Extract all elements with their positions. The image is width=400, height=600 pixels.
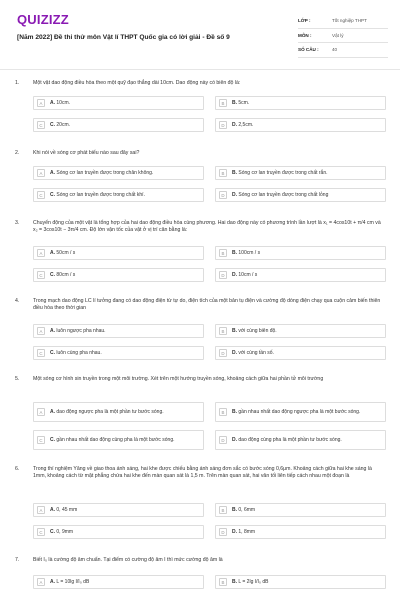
option-text: L = 2lg I/I₀ dB xyxy=(238,578,269,585)
option-text: 20cm. xyxy=(56,121,71,128)
option-letter: D xyxy=(219,436,227,444)
option-letter: C xyxy=(37,528,45,536)
option-letter: A xyxy=(37,99,45,107)
option-b[interactable] xyxy=(215,166,386,180)
option-c[interactable] xyxy=(33,430,204,450)
option-text: 1, 8mm xyxy=(238,528,256,535)
question-number: 1. xyxy=(15,80,20,86)
option-text: luôn ngược pha nhau. xyxy=(56,327,106,334)
option-letter: A xyxy=(37,506,45,514)
question-number: 7. xyxy=(15,557,20,563)
option-letter: A xyxy=(37,169,45,177)
meta-row-subject xyxy=(298,29,388,44)
option-text: dao động ngược pha là một phần tư bước sóng. xyxy=(56,408,164,415)
meta-row-count xyxy=(298,43,388,58)
option-label: C. xyxy=(50,191,55,198)
option-a[interactable] xyxy=(33,96,204,110)
question-text: Trong thí nghiệm Yâng về giao thoa ánh sáng, hai khe được chiếu bằng ánh sáng đơn sắc có bước sóng 0,6μm. Khoảng cách giữa hai khe sáng là 1mm, khoảng cách từ mặt phẳng chứa hai khe đến màn quan sát là 1,5 m. Trên màn quan sát, hai vân tối liên tiếp cách nhau một đoạn là xyxy=(33,466,372,480)
option-text: L = 10lg I/I₀ dB xyxy=(56,578,90,585)
option-letter: D xyxy=(219,528,227,536)
option-letter: A xyxy=(37,327,45,335)
option-text: Sóng cơ lan truyền được trong chất khí. xyxy=(56,191,145,198)
option-d[interactable] xyxy=(215,346,386,360)
meta-row-class xyxy=(298,14,388,29)
option-text: với cùng tần số. xyxy=(238,349,274,356)
option-text: 2,5cm. xyxy=(238,121,254,128)
option-d[interactable] xyxy=(215,188,386,202)
option-label: B. xyxy=(232,169,237,176)
question-text: Một vật dao động điều hòa theo một quỹ đạo thẳng dài 10cm. Dao động này có biên độ là: xyxy=(33,80,241,86)
option-letter: D xyxy=(219,191,227,199)
question-text: Trong mạch dao động LC lí tưởng đang có dao động điện từ tự do, điện tích của một bản tụ điện và cường độ dòng điện chạy qua cuộn cảm biến thiên điều hòa theo thời gian xyxy=(33,298,381,312)
option-label: B. xyxy=(232,327,237,334)
question-text: Khi nói về sóng cơ phát biểu nào sau đây sai? xyxy=(33,150,140,156)
option-label: C. xyxy=(50,349,55,356)
option-a[interactable] xyxy=(33,324,204,338)
worksheet-header xyxy=(0,0,400,68)
option-label: D. xyxy=(232,121,237,128)
option-d[interactable] xyxy=(215,525,386,539)
option-letter: B xyxy=(219,408,227,416)
question-text: Chuyển động của một vật là tổng hợp của hai dao động điều hòa cùng phương. Hai dao động này có phương trình lần lượt là x₁ = 4cos10t + π/4 cm và x₂ = 3cos10t − 3π/4 cm. Độ lớn vận tốc của vật ở vị trí cân bằng là: xyxy=(33,220,381,234)
option-letter: C xyxy=(37,121,45,129)
question-text: Biết I₀ là cường độ âm chuẩn. Tại điểm có cường độ âm I thì mức cường độ âm là xyxy=(33,557,223,563)
option-a[interactable] xyxy=(33,402,204,422)
option-letter: B xyxy=(219,99,227,107)
question-number: 3. xyxy=(15,220,20,226)
question-text: Một sóng cơ hình sin truyền trong một môi trường. Xét trên một hướng truyền sóng, khoảng cách giữa hai phần tử môi trường xyxy=(33,376,324,382)
option-letter: B xyxy=(219,249,227,257)
option-b[interactable] xyxy=(215,96,386,110)
option-d[interactable] xyxy=(215,118,386,132)
option-letter: C xyxy=(37,271,45,279)
option-label: D. xyxy=(232,271,237,278)
option-letter: A xyxy=(37,249,45,257)
option-letter: B xyxy=(219,327,227,335)
option-text: Sóng cơ lan truyền được trong chất rắn. xyxy=(238,169,328,176)
option-label: A. xyxy=(50,506,55,513)
option-letter: C xyxy=(37,349,45,357)
question-number: 5. xyxy=(15,376,20,382)
option-b[interactable] xyxy=(215,503,386,517)
option-a[interactable] xyxy=(33,246,204,260)
option-label: B. xyxy=(232,249,237,256)
option-d[interactable] xyxy=(215,430,386,450)
option-c[interactable] xyxy=(33,268,204,282)
option-letter: D xyxy=(219,271,227,279)
option-letter: B xyxy=(219,578,227,586)
option-label: A. xyxy=(50,327,55,334)
option-text: 0, 6mm xyxy=(238,506,256,513)
question-number: 2. xyxy=(15,150,20,156)
option-text: 50cm / s xyxy=(56,249,76,256)
option-b[interactable] xyxy=(215,402,386,422)
option-text: Sóng cơ lan truyền được trong chân không. xyxy=(56,169,154,176)
option-label: B. xyxy=(232,408,237,415)
quizizz-logo: QUIZIZZ xyxy=(17,12,69,27)
option-letter: A xyxy=(37,578,45,586)
option-label: C. xyxy=(50,121,55,128)
option-text: gần nhau nhất dao động ngược pha là một bước sóng. xyxy=(238,408,361,415)
option-letter: D xyxy=(219,121,227,129)
option-letter: A xyxy=(37,408,45,416)
option-label: C. xyxy=(50,436,55,443)
option-label: A. xyxy=(50,169,55,176)
option-label: B. xyxy=(232,506,237,513)
option-text: 100cm / s xyxy=(238,249,261,256)
option-label: B. xyxy=(232,578,237,585)
option-letter: D xyxy=(219,349,227,357)
option-text: dao động cùng pha là một phần tư bước sóng. xyxy=(238,436,342,443)
meta-key: MÔN : xyxy=(298,32,312,38)
option-text: Sóng cơ lan truyền được trong chất lỏng xyxy=(238,191,329,198)
option-label: A. xyxy=(50,408,55,415)
option-text: với cùng biên độ. xyxy=(238,327,277,334)
meta-key: LỚP : xyxy=(298,18,311,24)
question-number: 4. xyxy=(15,298,20,304)
option-a[interactable] xyxy=(33,166,204,180)
option-label: A. xyxy=(50,249,55,256)
option-letter: B xyxy=(219,506,227,514)
header-divider xyxy=(0,69,400,70)
option-label: D. xyxy=(232,436,237,443)
option-a[interactable] xyxy=(33,503,204,517)
meta-value: 40 xyxy=(332,47,338,53)
option-text: 10cm / s xyxy=(238,271,258,278)
option-c[interactable] xyxy=(33,188,204,202)
option-text: 10cm. xyxy=(56,99,71,106)
option-letter: C xyxy=(37,436,45,444)
option-d[interactable] xyxy=(215,268,386,282)
option-text: gần nhau nhất dao động cùng pha là một bước sóng. xyxy=(56,436,175,443)
page-title: [Năm 2022] Đề thi thử môn Vật lí THPT Quốc gia có lời giải - Đề số 9 xyxy=(17,34,230,41)
option-c[interactable] xyxy=(33,525,204,539)
option-label: A. xyxy=(50,99,55,106)
option-b[interactable] xyxy=(215,575,386,589)
option-text: 5cm. xyxy=(238,99,250,106)
option-label: D. xyxy=(232,191,237,198)
meta-table xyxy=(298,14,388,58)
option-label: C. xyxy=(50,271,55,278)
option-b[interactable] xyxy=(215,324,386,338)
option-text: 80cm / s xyxy=(56,271,76,278)
option-c[interactable] xyxy=(33,346,204,360)
option-b[interactable] xyxy=(215,246,386,260)
option-label: C. xyxy=(50,528,55,535)
option-c[interactable] xyxy=(33,118,204,132)
option-text: 0, 9mm xyxy=(56,528,74,535)
meta-value: Tốt nghiệp THPT xyxy=(332,18,367,24)
meta-value: Vật lý xyxy=(332,32,344,38)
option-text: 0, 45 mm xyxy=(56,506,78,513)
option-label: D. xyxy=(232,528,237,535)
option-letter: C xyxy=(37,191,45,199)
option-label: B. xyxy=(232,99,237,106)
option-label: A. xyxy=(50,578,55,585)
option-label: D. xyxy=(232,349,237,356)
question-number: 6. xyxy=(15,466,20,472)
option-a[interactable] xyxy=(33,575,204,589)
option-letter: B xyxy=(219,169,227,177)
meta-key: SỐ CÂU : xyxy=(298,47,319,53)
option-text: luôn cùng pha nhau. xyxy=(56,349,102,356)
